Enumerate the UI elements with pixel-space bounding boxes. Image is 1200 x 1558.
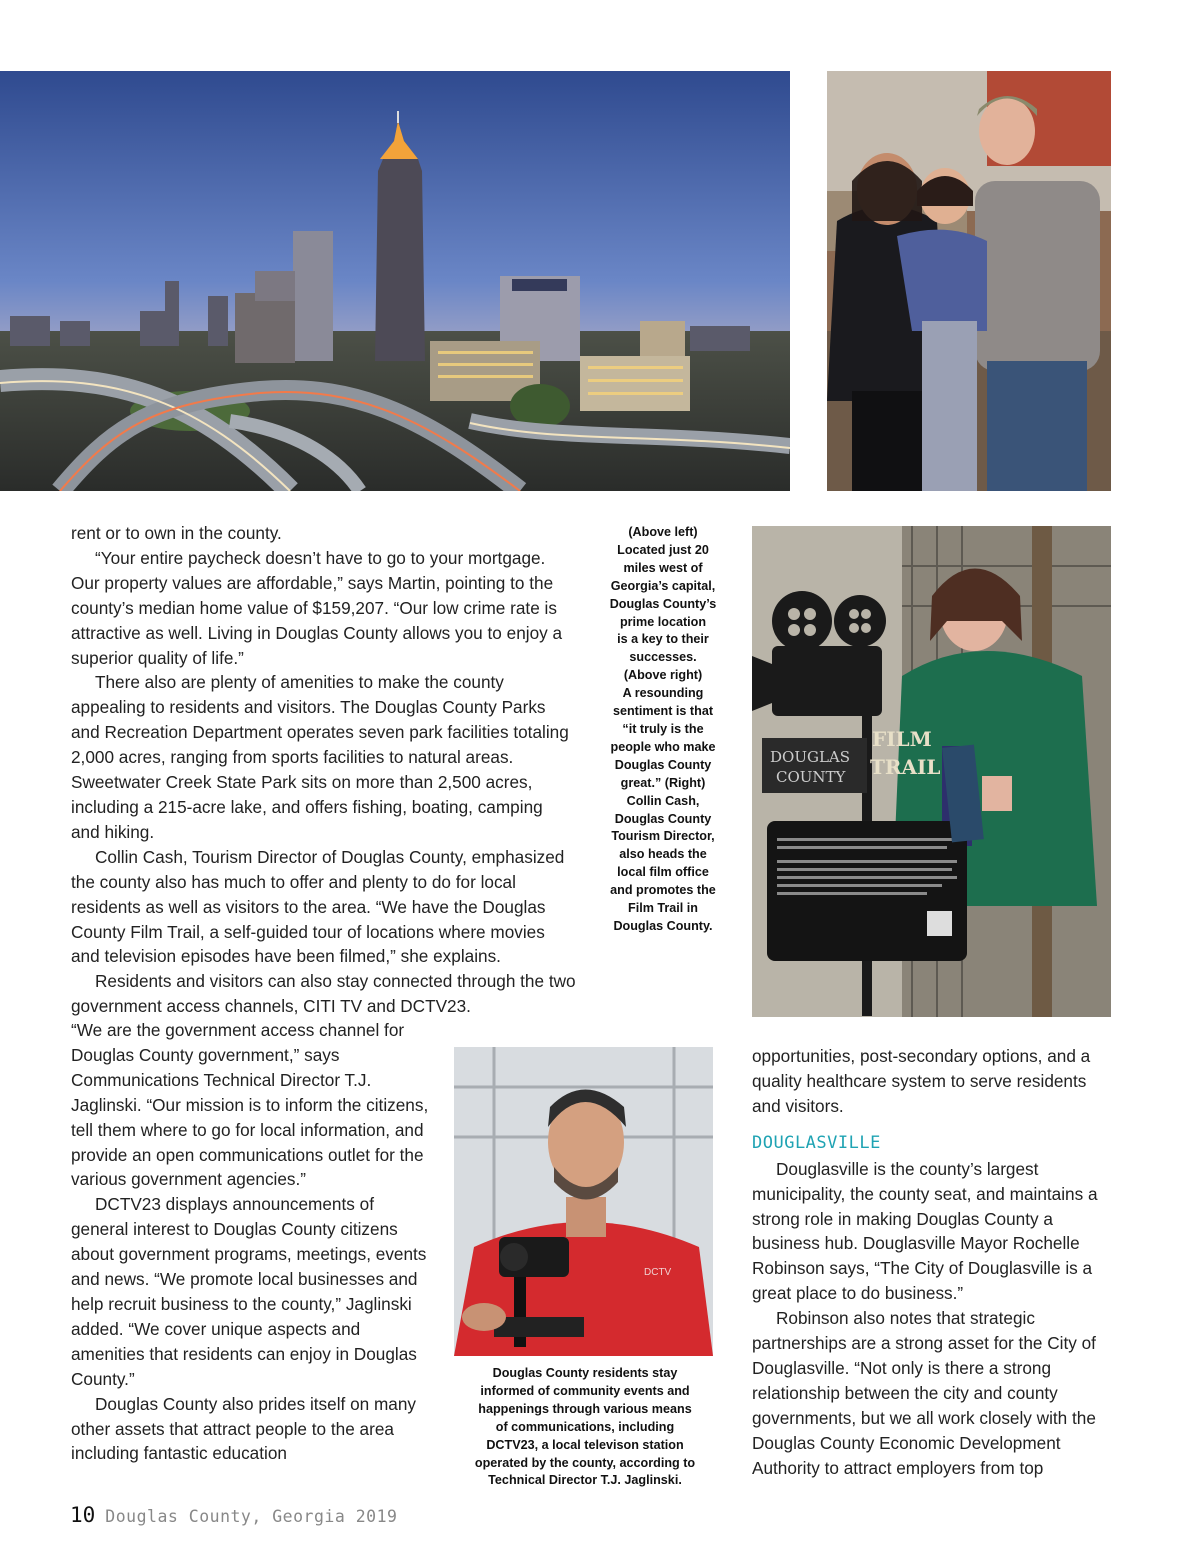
caption-line: great.” (Right) (620, 775, 706, 790)
paragraph: Douglas County also prides itself on many other assets that attract people to the area including fantastic education (71, 1393, 416, 1464)
caption-line: Tourism Director, (611, 829, 715, 844)
family-photo (827, 71, 1111, 491)
paragraph: Collin Cash, Tourism Director of Douglas County, emphasized the county also has much to offer and plenty to do for local residents as well as visitors to the area. “We have the Douglas County Film Trail, a self-guided tour of locations where movies and television episodes have been filmed,” she explains. (71, 846, 565, 967)
caption-line: Technical Director T.J. Jaglinski. (488, 1473, 682, 1488)
caption-line: operated by the county, according to (474, 1455, 696, 1470)
caption-line: Douglas County residents stay (492, 1366, 678, 1380)
paragraph: There also are plenty of amenities to make the county appealing to residents and visitors. The Douglas County Parks and Recreation Department operates seven park facilities totaling 2,000 acres, ranging from sports facilities to natural areas. Sweetwater Creek State Park sits on more than 2,500 acres, including a 215-acre lake, and offers fishing, boating, camping and hiking. (71, 672, 569, 842)
caption-line: Film Trail in (628, 901, 698, 916)
paragraph: “Your entire paycheck doesn’t have to go to your mortgage. Our property values are affordable,” says Martin, pointing to the county’s median home value of $159,207. “Our low crime rate is attractive as well. Living in Douglas County allows you to enjoy a superior quality of life.” (71, 547, 563, 668)
sign-film-word: FILM (872, 727, 932, 751)
caption-line: prime location (619, 614, 707, 629)
caption-line: (Above right) (623, 668, 703, 683)
caption-line: Located just 20 (617, 542, 709, 557)
caption-line: happenings through various means (478, 1401, 692, 1416)
page-number: 10 (70, 1503, 96, 1527)
photo-caption-bottom (450, 1365, 720, 1490)
caption-line: Georgia’s capital, (610, 578, 716, 593)
dctv-photo (454, 1047, 713, 1356)
sign-county-word-2: COUNTY (776, 768, 846, 786)
page-footer (70, 1503, 397, 1533)
caption-line: is a key to their (617, 632, 709, 647)
caption-line: of communications, including (495, 1419, 675, 1434)
shirt-logo: DCTV (644, 1267, 672, 1278)
paragraph: Residents and visitors can also stay connected through the two government access channels, CITI TV and DCTV23. (71, 971, 576, 1017)
skyline-photo (0, 71, 790, 491)
paragraph: Robinson also notes that strategic partnerships are a strong asset for the City of Douglasville. “Not only is there a strong relationship between the city and county governments, but we all work closely with the Douglas County Economic Development Authority to attract employers from top (752, 1308, 1096, 1478)
caption-line: “it truly is the (622, 721, 704, 736)
article-column-1 (71, 521, 576, 1019)
caption-line: (Above left) (628, 525, 698, 539)
paragraph: DCTV23 displays announcements of general interest to Douglas County citizens about government programs, meetings, events and news. “We promote local businesses and help recruit business to the county,” Jaglinski added. “We cover unique aspects and amenities that residents can enjoy in Douglas County.” (71, 1194, 427, 1389)
caption-line: Douglas County’s (609, 596, 717, 611)
caption-line: Douglas County. (613, 918, 713, 933)
caption-line: sentiment is that (612, 704, 714, 719)
caption-line: DCTV23, a local televison station (486, 1437, 684, 1452)
caption-line: Collin Cash, (626, 793, 700, 808)
article-column-3 (752, 1044, 1112, 1481)
caption-line: miles west of (623, 560, 703, 575)
paragraph: opportunities, post-secondary options, and a quality healthcare system to serve residents and visitors. (752, 1046, 1091, 1116)
caption-line: also heads the (619, 847, 707, 862)
article-column-1-narrow (71, 1018, 431, 1466)
caption-line: local film office (617, 865, 709, 880)
film-trail-photo (752, 526, 1111, 1017)
caption-line: informed of community events and (480, 1383, 690, 1398)
paragraph: Douglasville is the county’s largest municipality, the county seat, and maintains a strong role in making Douglas County a business hub. Douglasville Mayor Rochelle Robinson says, “The City of Douglasville is a great place to do business.” (752, 1158, 1098, 1304)
publication-title: Douglas County, Georgia 2019 (105, 1507, 398, 1526)
paragraph: “We are the government access channel for Douglas County government,” says Communications Technical Director T.J. Jaglinski. “Our mission is to inform the citizens, tell them where to go for local information, and provide an open communications outlet for the various government agencies.” (71, 1020, 429, 1190)
caption-line: successes. (629, 650, 697, 665)
sign-county-word: DOUGLAS (770, 748, 851, 766)
caption-line: Douglas County (614, 757, 712, 772)
caption-line: Douglas County (614, 811, 712, 826)
paragraph: rent or to own in the county. (71, 523, 282, 543)
caption-line: A resounding (622, 686, 704, 701)
caption-line: and promotes the (610, 883, 716, 898)
caption-line: people who make (610, 739, 716, 754)
section-heading: DOUGLASVILLE (752, 1132, 881, 1153)
sign-trail-word: TRAIL (870, 755, 941, 779)
photo-caption-top (598, 524, 728, 936)
